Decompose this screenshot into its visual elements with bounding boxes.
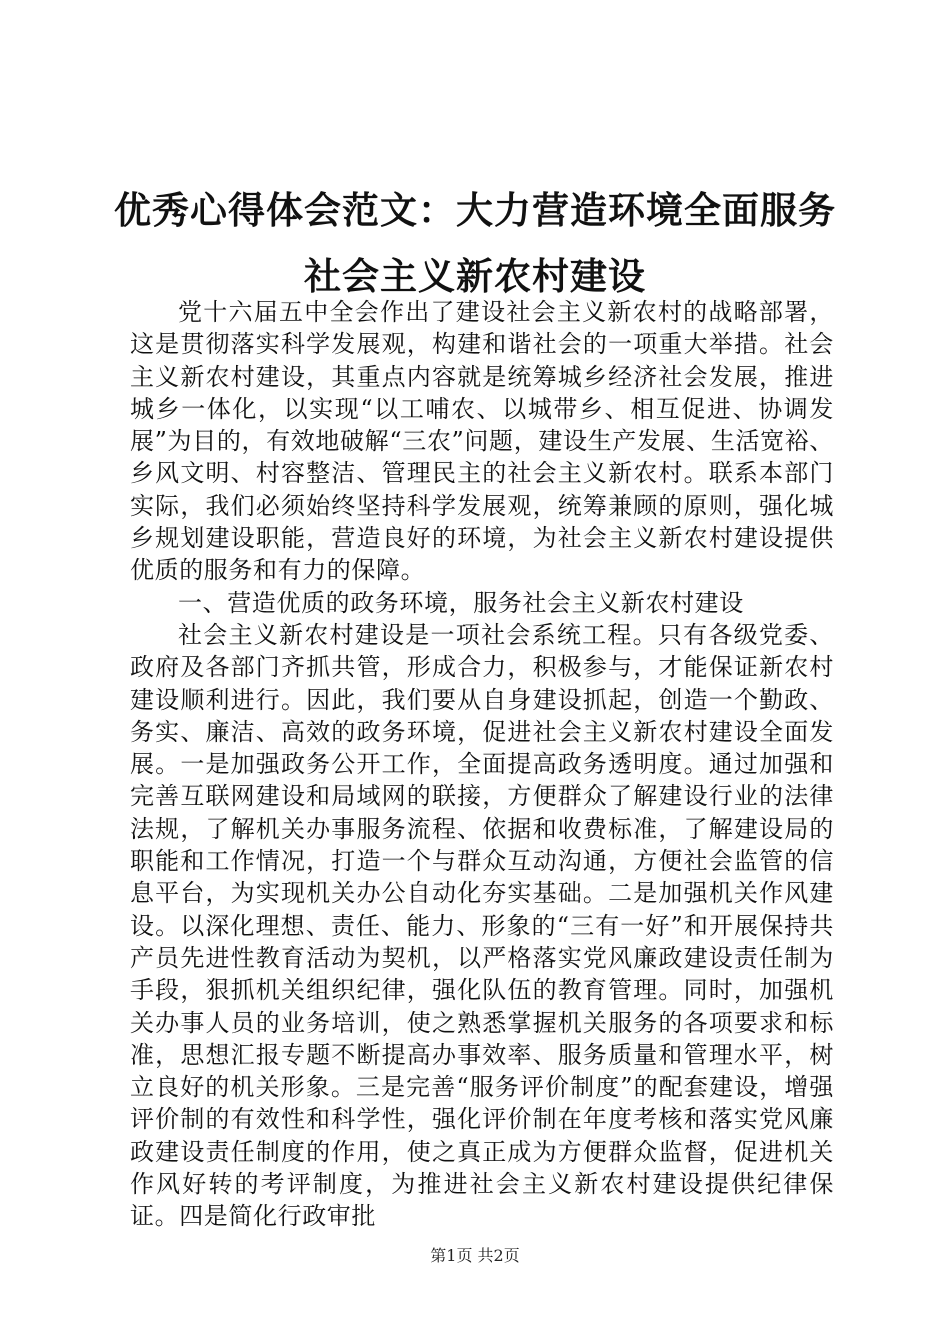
document-body xyxy=(130,296,834,1233)
section-heading-1: 一、营造优质的政务环境，服务社会主义新农村建设 xyxy=(178,588,744,617)
document-title: 优秀心得体会范文：大力营造环境全面服务社会主义新农村建设 xyxy=(114,189,836,298)
page-number-footer: 第1页 共2页 xyxy=(430,1246,520,1265)
paragraph-section-1: 社会主义新农村建设是一项社会系统工程。只有各级党委、政府及各部门齐抓共管，形成合力，积极参与，才能保证新农村建设顺利进行。因此，我们要从自身建设抓起，创造一个勤政、务实、廉洁、高效的政务环境，促进社会主义新农村建设全面发展。一是加强政务公开工作，全面提高政务透明度。通过加强和完善互联网建设和局域网的联接，方便群众了解建设行业的法律法规，了解机关办事服务流程、依据和收费标准，了解建设局的职能和工作情况，打造一个与群众互动沟通，方便社会监管的信息平台，为实现机关办公自动化夯实基础。二是加强机关作风建设。以深化理想、责任、能力、形象的“三有一好”和开展保持共产员先进性教育活动为契机，以严格落实党风廉政建设责任制为手段，狠抓机关组织纪律，强化队伍的教育管理。同时，加强机关办事人员的业务培训，使之熟悉掌握机关服务的各项要求和标准，思想汇报专题不断提高办事效率、服务质量和管理水平，树立良好的机关形象。三是完善“服务评价制度”的配套建设，增强评价制的有效性和科学性，强化评价制在年度考核和落实党风廉政建设责任制度的作用，使之真正成为方便群众监督，促进机关作风好转的考评制度，为推进社会主义新农村建设提供纪律保证。四是简化行政审批 xyxy=(130,620,834,1231)
paragraph-intro: 党十六届五中全会作出了建设社会主义新农村的战略部署，这是贯彻落实科学发展观，构建和谐社会的一项重大举措。社会主义新农村建设，其重点内容就是统筹城乡经济社会发展，推进城乡一体化，以实现“以工哺农、以城带乡、相互促进、协调发展”为目的，有效地破解“三农”问题，建设生产发展、生活宽裕、乡风文明、村容整洁、管理民主的社会主义新农村。联系本部门实际，我们必须始终坚持科学发展观，统筹兼顾的原则，强化城乡规划建设职能，营造良好的环境，为社会主义新农村建设提供优质的服务和有力的保障。 xyxy=(130,298,834,585)
